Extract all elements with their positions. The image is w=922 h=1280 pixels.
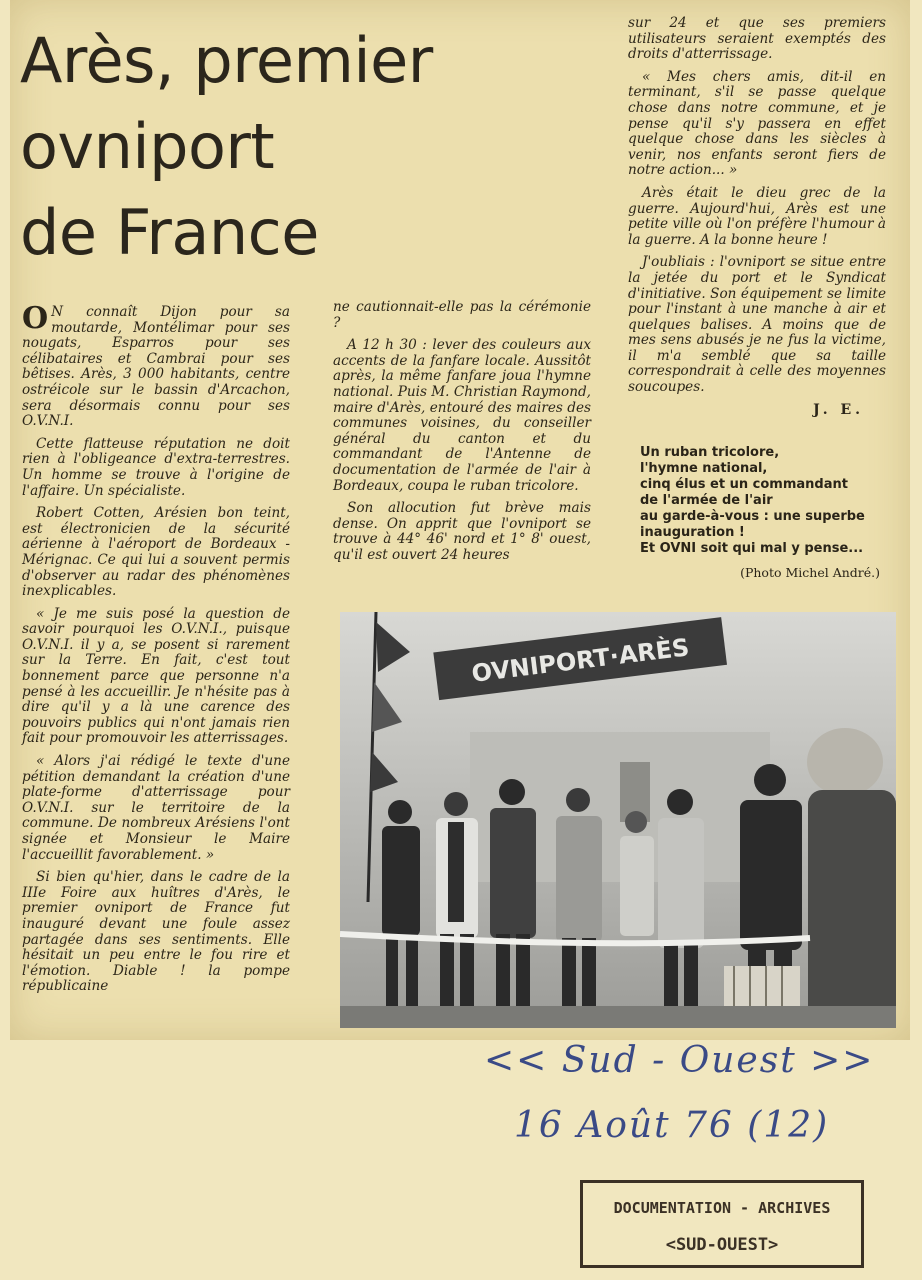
caption-line: de l'armée de l'air [640,493,773,508]
headline [20,18,490,276]
news-photo [340,612,896,1028]
paragraph: Son allocution fut brève mais dense. On apprit que l'ovniport se trouve à 44° 46' nord et 1° 8' ouest, qu'il est ouvert 24 heures [333,500,591,563]
paragraph [22,301,290,430]
paragraph: « Mes chers amis, dit-il en terminant, s'il se passe quelque chose dans notre commune, et je pense qu'il s'y passera en effet quelque chose dans les siècles à venir, nos enfants seront fiers de notre action... » [628,68,886,179]
stamp-line: DOCUMENTATION - ARCHIVES [613,1199,831,1217]
paragraph: « Je me suis posé la question de savoir pourquoi les O.V.N.I., puisque O.V.N.I. il y a, se posent si rarement sur la Terre. En fait, c'est tout bonnement parce que personne n'a pensé à les accueillir. Je n'hésite pas à dire qu'il y a là une carence des pouvoirs publics qui n'ont jamais rien fait pour promouvoir les atterrissages. [22,605,290,747]
paragraph: A 12 h 30 : lever des couleurs aux accents de la fanfare locale. Aussitôt après, la même fanfare joua l'hymne national. Puis M. Christian Raymond, maire d'Arès, entouré des maires des communes voisines, du conseiller général du canton et du commandant de l'Antenne de documentation de l'armée de l'air à Bordeaux, coupa le ruban tricolore. [333,337,591,494]
caption-line: cinq élus et un commandant [640,477,848,492]
caption-line: Et OVNI soit qui mal y pense... [640,541,864,556]
caption-line: l'hymne national, [640,461,768,476]
handwritten-date: 16 Août 76 (12) [514,1105,830,1146]
paragraph: J'oubliais : l'ovniport se situe entre la jetée du port et le Syndicat d'initiative. Son équipement se limite pour l'instant à une manche à air et quelques balises. A moins que de mes sens abusés je ne fus la victime, il m'a semblé que sa taille correspondrait à celle des moyennes soucoupes. [628,254,886,396]
photo-illustration [340,612,896,1028]
paragraph: Robert Cotten, Arésien bon teint, est électronicien de la sécurité aérienne à l'aéroport de Bordeaux - Mérignac. Ce qui lui a souvent permis d'observer au radar des phénomènes inexplicables. [22,505,290,600]
drop-cap: O [22,301,49,336]
stamp-line: <SUD-OUEST> [665,1235,779,1255]
paragraph: Cette flatteuse réputation ne doit rien à l'obligeance d'extra-terrestres. Un homme se trouve à l'origine de l'affaire. Un spécialiste. [22,435,290,499]
paragraph: Si bien qu'hier, dans le cadre de la IIIe Foire aux huîtres d'Arès, le premier ovniport de France fut inauguré devant une foule assez partagée dans ses sentiments. Elle hésitait un peu entre le fou rire et l'émotion. Diable ! la pompe républicaine [22,869,290,995]
handwritten-source: << Sud - Ouest >> [484,1040,875,1081]
article-column-1 [22,301,290,1002]
caption-line: au garde-à-vous : une superbe [640,509,865,524]
caption-line: inauguration ! [640,525,745,540]
author-signature: J. E. [813,401,864,418]
paragraph: ne cautionnait-elle pas la cérémonie ? [333,299,591,331]
paragraph: Arès était le dieu grec de la guerre. Aujourd'hui, Arès est une petite ville où l'on préfère l'humour à la guerre. A la bonne heure ! [628,184,886,248]
headline-line: de France [20,196,319,269]
paragraph: « Alors j'ai rédigé le texte d'une pétition demandant la création d'une plate-forme d'atterrissage pour O.V.N.I. sur le territoire de la commune. De nombreux Arésiens l'ont signée et Monsieur le Maire l'accueillit favorablement. » [22,753,290,863]
headline-line: ovniport [20,110,275,183]
paragraph-text: N connaît Dijon pour sa moutarde, Montélimar pour ses nougats, Esparros pour ses célibataires et Cambrai pour ses bêtises. Arès, 3 000 habitants, centre ostréicole sur le bassin d'Arcachon, sera désormais connu pour ses O.V.N.I. [22,304,290,430]
archive-stamp [580,1180,864,1268]
article-column-3 [628,16,886,418]
paragraph: sur 24 et que ses premiers utilisateurs seraient exemptés des droits d'atterrissage. [628,15,886,63]
article-column-2 [333,300,591,571]
photo-caption [640,445,895,557]
banner-text: OVNIPORT·ARÈS [470,633,691,688]
headline-line: Arès, premier [20,24,433,97]
photo-credit: (Photo Michel André.) [740,565,880,580]
caption-line: Un ruban tricolore, [640,445,780,460]
